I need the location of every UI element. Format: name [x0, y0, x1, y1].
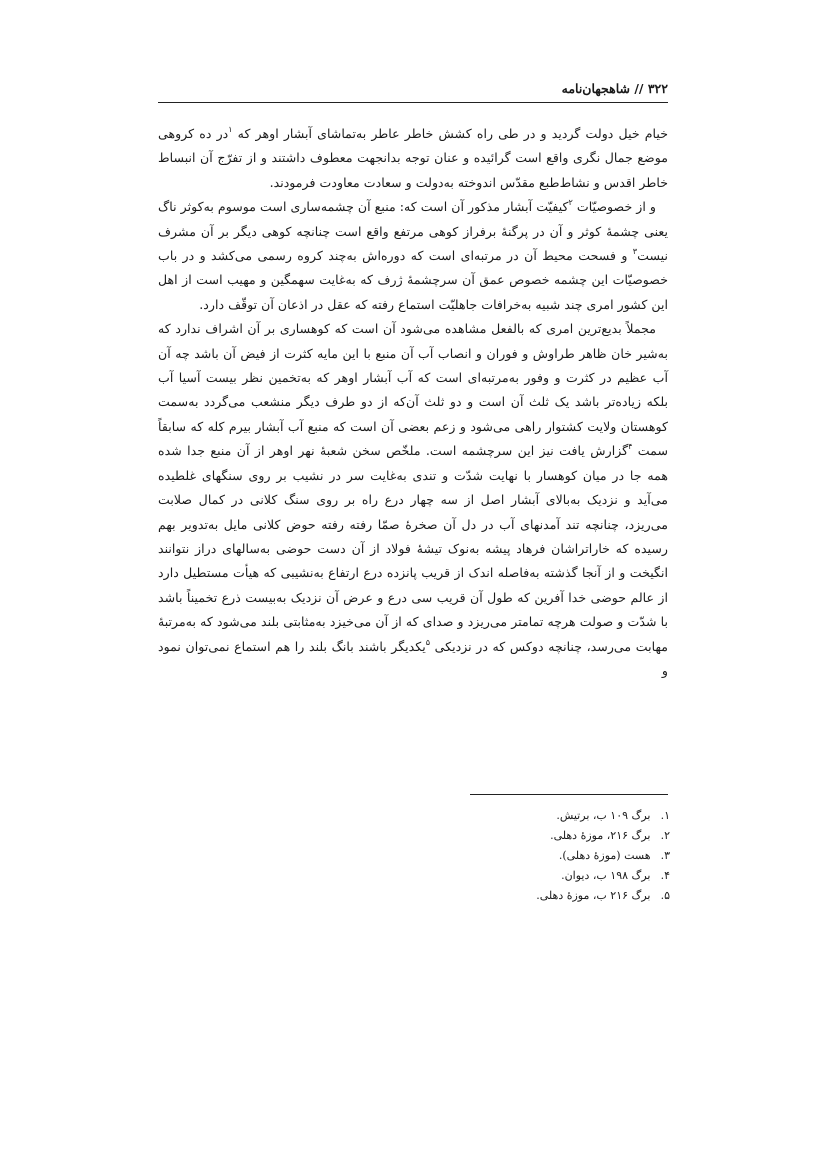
main-text: [158, 122, 668, 683]
footnote-number: ۲.: [660, 829, 670, 842]
footnote-ref: ۵: [425, 637, 431, 647]
footnote-ref: ۴: [628, 442, 633, 452]
text-run: گزارش یافت نیز این سرچشمه است. ملخّص سخن شعبهٔ نهر اوهر از آن منبع جدا شده همه جا در میان کوهسار با نهایت شدّت و تندی به‌غایت سر در نشیب بر روی سنگهای غلطیده می‌آید و نزدیک به‌بالای آبشار اصل از سه چهار درع راه بر روی سنگ کلانی در کمال صلابت می‌ریزد، چنانچه تند آمدنهای آب در دل آن صخرهٔ صمّا رفته رفته حوض کلانی مایل به‌تدویر بهم رسیده که خاراتراشان فرهاد پیشه به‌نوک تیشهٔ فولاد از آن دست حوضی به‌سالهای دراز نتوانند انگیخت و از آنجا گذشته به‌فاصله اندک از قریب پانزده درع ارتفاع به‌نشیبی که هیأت مستطیل دارد از عالم حوضی خدا آفرین که طول آن قریب سی درع و عرض آن نزدیک به‌بیست ذرع تخمیناً باشد با شدّت و صولت هرچه تمامتر می‌ریزد و صدای که از آن می‌خیزد به‌مثابتی بلند می‌شود که به‌مرتبهٔ مهابت می‌رسد، چنانچه دوکس که در نزدیکی: [158, 443, 668, 654]
text-run: مجملاً بدیع‌ترین امری که بالفعل مشاهده می‌شود آن است که کوهساری بر آن اشراف ندارد که به‌شیر خان ظاهر طراوش و فوران و انصاب آب آن منبع با این مایه کثرت از فیض آن باشد چه آن آب عظیم در کثرت و وفور به‌مرتبه‌ای است که آب آبشار اوهر که به‌تخمین نظر بیست آسیا آب بلکه زیاده‌تر باشد یک ثلث آن است و دو ثلث آن‌که از دو طرف دیگر منشعب می‌گردد به‌سمت کوهستان ولایت کشتوار راهی می‌شود و زعم بعضی آن است که منبع آب آبشار بیرم کله که سابقاً سمت: [158, 321, 668, 459]
footnote-number: ۳.: [660, 849, 670, 862]
footnote: [300, 886, 670, 906]
footnote-text: برگ ۱۹۸ ب، دیوان.: [561, 869, 651, 882]
text-run: یکدیگر باشند بانگ بلند را هم استماع نمی‌توان نمود و: [158, 638, 668, 678]
footnote-text: برگ ۲۱۶، موزهٔ دهلی.: [550, 829, 651, 842]
footnote-text: برگ ۱۰۹ ب، برتیش.: [556, 809, 651, 822]
page-header: [158, 80, 668, 103]
footnote: [300, 826, 670, 846]
footnote-divider: [470, 794, 668, 795]
paragraph: [158, 317, 668, 683]
text-run: کیفیّت آبشار مذکور آن است که: منبع آن چشمه‌ساری است موسوم به‌کوثر ناگ یعنی چشمهٔ کوثر و آن در پرگنهٔ برفراز کوهی مرتفع واقع است چنانچه کوهی دیگر بر آن مشرف نیست: [158, 199, 668, 264]
footnote: [300, 806, 670, 826]
text-run: و از خصوصیّات: [572, 199, 656, 215]
text-run: و فسحت محیط آن در مرتبه‌ای است که دوره‌اش به‌چند کروه رسمی می‌کشد و در باب خصوصیّات این چشمه خصوص عمق آن سرچشمهٔ ژرف که به‌غایت سهمگین و مهیب است از اهل این کشور امری چند شبیه به‌خرافات جاهلیّت استماع رفته که عقل در اذعان آن توقّف دارد.: [158, 248, 668, 312]
footnote-number: ۱.: [660, 809, 670, 822]
paragraph: [158, 195, 668, 317]
running-head: ۳۲۲ // شاهجهان‌نامه: [561, 81, 668, 96]
footnotes: [300, 806, 670, 906]
footnote-text: برگ ۲۱۶ ب، موزهٔ دهلی.: [536, 889, 651, 902]
text-run: در ده کروهی موضع جمال نگری واقع است گرائیده و عنان توجه بدانجهت معطوف داشتند و از تفرّج آن انبساط خاطر اقدس و نشاط‌طبع مقدّس اندوخته به‌دولت و سعادت معاودت فرمودند.: [158, 126, 668, 190]
footnote-ref: ۱: [228, 125, 233, 134]
text-run: خیام خیل دولت گردید و در طی راه کشش خاطر عاطر به‌تماشای آبشار اوهر که: [232, 126, 668, 141]
footnote: [300, 866, 670, 886]
footnote-number: ۵.: [660, 889, 670, 902]
paragraph: [158, 122, 668, 195]
footnote-ref: ۳: [632, 247, 638, 257]
footnote: [300, 846, 670, 866]
footnote-ref: ۲: [568, 198, 573, 208]
footnote-text: هست (موزهٔ دهلی).: [558, 849, 651, 862]
footnote-number: ۴.: [660, 869, 670, 882]
